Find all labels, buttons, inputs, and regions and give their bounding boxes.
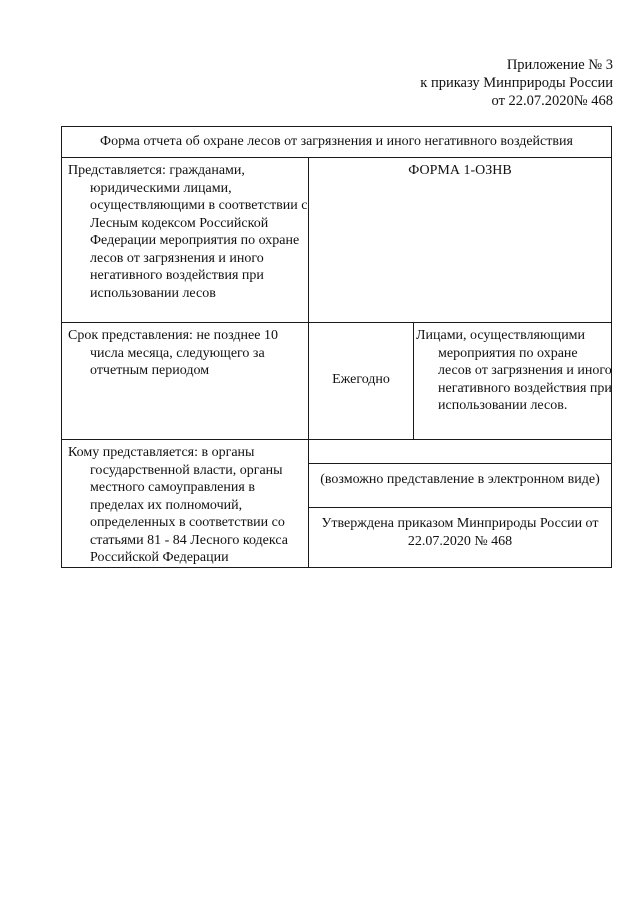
form-code: ФОРМА 1-ОЗНВ: [408, 163, 512, 178]
frequency-text: Ежегодно: [332, 372, 390, 387]
appendix-order-ref: к приказу Минприроды России: [420, 75, 613, 91]
submitters-text: Лицами, осуществляющими мероприятия по охране лесов от загрязнения и иного негативного воздействия при использовании лесов.: [416, 328, 612, 413]
table-divider: [308, 463, 611, 464]
submitted-by-text: Представляется: гражданами, юридическими лицами, осуществляющими в соответствии с Лесным кодексом Российской Федерации мероприятия по охране лесов от загрязнения и иного негативного воздействия при использовании лесов: [68, 163, 308, 301]
table-divider: [62, 157, 611, 158]
appendix-order-date: от 22.07.2020№ 468: [491, 93, 613, 109]
appendix-header: [420, 56, 613, 110]
table-divider: [413, 322, 414, 439]
deadline-text: Срок представления: не позднее 10 числа месяца, следующего за отчетным периодом: [68, 328, 278, 378]
table-divider: [62, 322, 611, 323]
report-form-table: [61, 126, 612, 568]
recipient-text: Кому представляется: в органы государственной власти, органы местного самоуправления в пределах их полномочий, определенных в соответствии со статьями 81 - 84 Лесного кодекса Российской Федерации: [68, 445, 288, 565]
table-divider: [62, 439, 611, 440]
approval-text: Утверждена приказом Минприроды России от 22.07.2020 № 468: [321, 516, 599, 549]
electronic-note: (возможно представление в электронном виде): [320, 472, 600, 487]
appendix-number: Приложение № 3: [506, 57, 613, 73]
table-divider: [308, 507, 611, 508]
form-title: Форма отчета об охране лесов от загрязнения и иного негативного воздействия: [100, 134, 573, 149]
